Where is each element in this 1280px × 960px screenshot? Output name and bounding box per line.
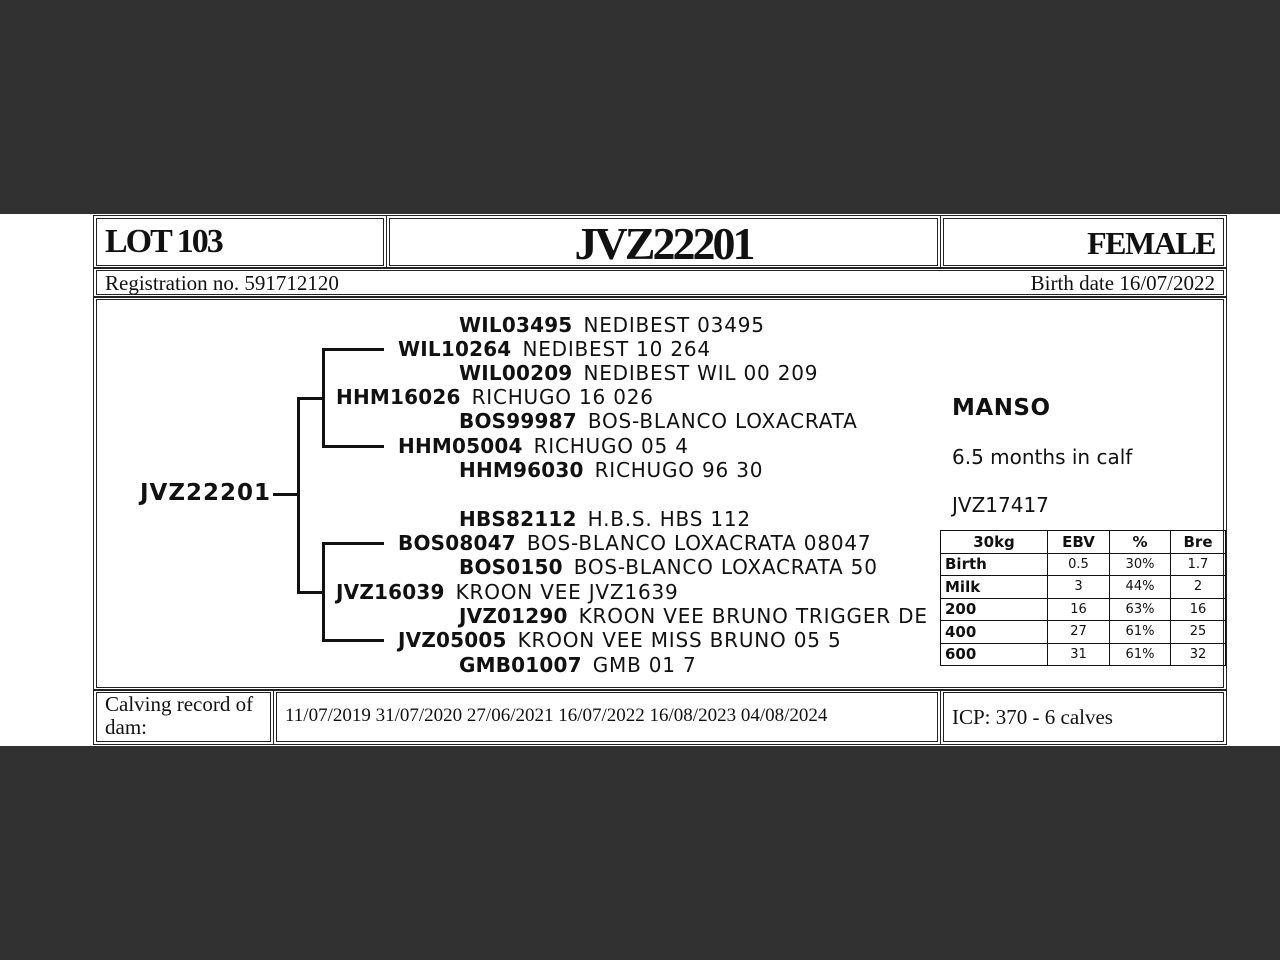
ebv-trait: 200 bbox=[941, 598, 1048, 621]
sex-label: FEMALE bbox=[1087, 225, 1215, 261]
table-row bbox=[941, 598, 1226, 621]
icp-summary: ICP: 370 - 6 calves bbox=[952, 705, 1113, 729]
calving-dates: 11/07/2019 31/07/2020 27/06/2021 16/07/2022 16/08/2023 04/08/2024 bbox=[285, 705, 828, 726]
months-in-calf: 6.5 months in calf bbox=[952, 445, 1133, 469]
table-row bbox=[941, 576, 1226, 599]
ebv-header: EBV bbox=[1048, 531, 1110, 554]
pedigree-entry: GMB01007 GMB 01 7 bbox=[459, 653, 697, 677]
table-row bbox=[941, 621, 1226, 644]
pedigree-entry: HBS82112 H.B.S. HBS 112 bbox=[459, 507, 751, 531]
registration-number: Registration no. 591712120 bbox=[105, 271, 339, 295]
connector-line bbox=[273, 493, 298, 496]
ebv-trait: Milk bbox=[941, 576, 1048, 599]
pedigree-entry: BOS0150 BOS-BLANCO LOXACRATA 50 bbox=[459, 555, 878, 579]
ebv-accuracy: 61% bbox=[1110, 621, 1171, 644]
ebv-accuracy: 61% bbox=[1110, 643, 1171, 666]
connector-line bbox=[322, 542, 384, 545]
ebv-value: 27 bbox=[1048, 621, 1110, 644]
lot-cell bbox=[96, 218, 384, 266]
ebv-header-row bbox=[941, 531, 1226, 554]
birth-date: Birth date 16/07/2022 bbox=[1030, 271, 1215, 295]
pedigree-entry: JVZ16039 KROON VEE JVZ1639 bbox=[336, 580, 679, 604]
connector-line bbox=[322, 348, 384, 351]
pedigree-entry: BOS99987 BOS-BLANCO LOXACRATA bbox=[459, 409, 858, 433]
ebv-value: 31 bbox=[1048, 643, 1110, 666]
ebv-table bbox=[940, 530, 1226, 666]
ebv-value: 16 bbox=[1048, 598, 1110, 621]
pedigree-card bbox=[0, 214, 1280, 746]
connector-line bbox=[297, 591, 324, 594]
pedigree-entry: JVZ01290 KROON VEE BRUNO TRIGGER DE bbox=[459, 604, 928, 628]
pedigree-entry: BOS08047 BOS-BLANCO LOXACRATA 08047 bbox=[398, 531, 872, 555]
connector-line bbox=[297, 397, 300, 594]
pedigree-entry: HHM96030 RICHUGO 96 30 bbox=[459, 458, 764, 482]
connector-line bbox=[322, 542, 325, 642]
ear-tag: JVZ22201 bbox=[574, 218, 753, 269]
calving-dates-cell bbox=[276, 692, 938, 742]
sex-cell bbox=[943, 218, 1224, 266]
ebv-accuracy: 30% bbox=[1110, 553, 1171, 576]
pedigree-entry: WIL00209 NEDIBEST WIL 00 209 bbox=[459, 361, 819, 385]
table-row bbox=[941, 643, 1226, 666]
ebv-accuracy: 63% bbox=[1110, 598, 1171, 621]
lot-number: LOT 103 bbox=[105, 223, 222, 260]
table-row bbox=[941, 553, 1226, 576]
ebv-trait: 600 bbox=[941, 643, 1048, 666]
calving-label-cell bbox=[96, 692, 271, 742]
ebv-value: 3 bbox=[1048, 576, 1110, 599]
ebv-breed-avg: 16 bbox=[1171, 598, 1226, 621]
calving-label: Calving record of dam: bbox=[105, 692, 254, 739]
registration-row bbox=[96, 270, 1224, 295]
connector-line bbox=[322, 639, 384, 642]
pedigree-entry: HHM16026 RICHUGO 16 026 bbox=[336, 385, 654, 409]
connector-line bbox=[322, 348, 325, 447]
ebv-breed-avg: 32 bbox=[1171, 643, 1226, 666]
ebv-breed-avg: 25 bbox=[1171, 621, 1226, 644]
pedigree-entry: WIL10264 NEDIBEST 10 264 bbox=[398, 337, 711, 361]
pregnancy-bull-code: JVZ17417 bbox=[952, 493, 1049, 517]
mated-to-bull: MANSO bbox=[952, 395, 1051, 421]
ebv-trait: 400 bbox=[941, 621, 1048, 644]
ebv-breed-avg: 1.7 bbox=[1171, 553, 1226, 576]
ear-tag-cell bbox=[389, 218, 938, 269]
pedigree-entry: WIL03495 NEDIBEST 03495 bbox=[459, 313, 765, 337]
ebv-header: % bbox=[1110, 531, 1171, 554]
connector-line bbox=[297, 397, 324, 400]
ebv-trait: Birth bbox=[941, 553, 1048, 576]
icp-cell bbox=[943, 692, 1224, 742]
subject-code: JVZ22201 bbox=[140, 480, 272, 506]
ebv-value: 0.5 bbox=[1048, 553, 1110, 576]
ebv-accuracy: 44% bbox=[1110, 576, 1171, 599]
pedigree-entry: JVZ05005 KROON VEE MISS BRUNO 05 5 bbox=[398, 628, 842, 652]
ebv-header: Bre bbox=[1171, 531, 1226, 554]
ebv-breed-avg: 2 bbox=[1171, 576, 1226, 599]
ebv-header: 30kg bbox=[941, 531, 1048, 554]
connector-line bbox=[322, 445, 384, 448]
pedigree-entry: HHM05004 RICHUGO 05 4 bbox=[398, 434, 689, 458]
